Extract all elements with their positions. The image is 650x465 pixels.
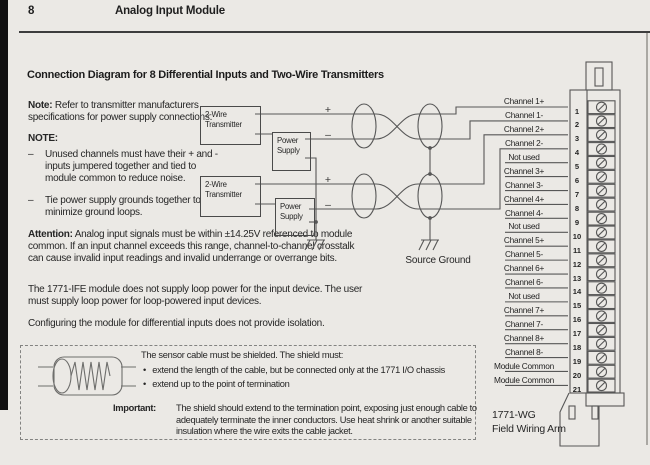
bullet-glyph: • <box>143 365 146 375</box>
terminal-number: 2 <box>574 120 580 130</box>
arm-label-line2: Field Wiring Arm <box>492 422 566 435</box>
terminal-label: Channel 5+ <box>503 235 545 246</box>
dash-marker: – <box>28 149 34 160</box>
terminal-label: Channel 3- <box>504 179 544 190</box>
terminal-label: Channel 5- <box>504 249 544 260</box>
terminal-label: Channel 3+ <box>503 165 545 176</box>
terminal-label: Not used <box>508 151 540 162</box>
terminal-number: 15 <box>572 301 582 311</box>
transmitter-2-box: 2-Wire Transmitter <box>200 176 261 217</box>
terminal-number: 1 <box>574 106 580 116</box>
terminal-number: 14 <box>572 287 582 297</box>
ground-symbol <box>305 240 325 250</box>
terminal-number: 10 <box>572 231 582 241</box>
bullet-text: Unused channels must have their + and - inputs jumpered together and tied to module common to reduce noise. <box>45 149 218 184</box>
bullet-glyph: • <box>143 379 146 389</box>
source-ground-label: Source Ground <box>405 255 471 266</box>
terminal-number: 19 <box>572 357 582 367</box>
dash-marker: – <box>28 195 34 206</box>
terminal-label: Channel 6- <box>504 277 544 288</box>
terminal-label: Channel 6+ <box>503 263 545 274</box>
terminal-number: 21 <box>572 384 582 394</box>
plus-sign-1: + <box>324 104 332 116</box>
notes-heading: NOTE: <box>28 133 58 144</box>
junction-dots <box>314 146 432 224</box>
terminal-label: Not used <box>508 221 540 232</box>
terminal-number: 9 <box>574 217 580 227</box>
terminal-number: 16 <box>572 315 582 325</box>
shield-bullet: • extend the length of the cable, but be connected only at the 1771 I/O chassis <box>143 365 445 375</box>
arm-label-line1: 1771-WG <box>492 409 536 421</box>
plus-sign-2: + <box>324 174 332 186</box>
minus-sign-2: – <box>325 199 331 211</box>
terminal-label: Channel 2+ <box>503 124 545 135</box>
terminal-label: Channel 4+ <box>503 193 545 204</box>
important-label: Important: <box>113 403 156 413</box>
terminal-label: Channel 8+ <box>503 332 545 343</box>
loop-power-paragraph: The 1771-IFE module does not supply loop power for the input device. The user must supply loop power for loop-powered input devices. <box>28 284 363 307</box>
source-ground-symbol <box>419 240 439 250</box>
terminal-number: 20 <box>572 370 582 380</box>
terminal-number: 13 <box>572 273 582 283</box>
terminal-number: 6 <box>574 176 580 186</box>
important-paragraph: The shield should extend to the termination point, exposing just enough cable to adequately terminate the inner conductors. Use heat shrink or another suitable insulation where the wire exits the cable jacket. <box>176 403 477 436</box>
power-supply-1-box: Power Supply <box>272 132 311 171</box>
section-title: Connection Diagram for 8 Differential Inputs and Two-Wire Transmitters <box>27 69 384 81</box>
page-number: 8 <box>28 5 35 17</box>
terminal-number: 4 <box>574 148 580 158</box>
shield-bullet: • extend up to the point of termination <box>143 379 290 389</box>
terminal-label: Module Common <box>494 360 554 371</box>
terminal-label: Channel 1- <box>504 110 544 121</box>
terminal-number: 7 <box>574 190 580 200</box>
attention-text: Analog input signals must be within ±14.25V referenced to module common. If an input channel exceeds this range, channel-to-channel crosstalk can cause invalid input readings and invalid underrange or overrange bits. <box>28 229 355 264</box>
terminal-number: 5 <box>574 162 580 172</box>
terminal-number: 3 <box>574 134 580 144</box>
field-wiring-arm-label <box>492 409 566 436</box>
terminal-number: 18 <box>572 343 582 353</box>
minus-sign-1: – <box>325 129 331 141</box>
bullet-text: Tie power supply grounds together to minimize ground loops. <box>45 195 201 218</box>
terminal-label: Channel 2- <box>504 137 544 148</box>
terminal-number: 12 <box>572 259 582 269</box>
note-text: Refer to transmitter manufacturers specifications for power supply connections. <box>28 100 213 123</box>
shield-note-box <box>20 345 476 440</box>
terminal-number: 8 <box>574 203 580 213</box>
terminal-label: Channel 7- <box>504 318 544 329</box>
header-title: Analog Input Module <box>115 5 225 17</box>
terminal-label: Channel 8- <box>504 346 544 357</box>
terminal-label: Module Common <box>494 374 554 385</box>
note-label: Note: <box>28 100 53 111</box>
terminal-number: 17 <box>572 329 582 339</box>
terminal-label: Not used <box>508 291 540 302</box>
terminal-label: Channel 7+ <box>503 305 545 315</box>
power-supply-2-box: Power Supply <box>275 198 315 236</box>
terminal-label: Channel 4- <box>504 207 544 218</box>
attention-label: Attention: <box>28 229 73 240</box>
configuring-paragraph: Configuring the module for differential inputs does not provide isolation. <box>28 318 325 329</box>
terminal-label: Channel 1+ <box>503 96 545 107</box>
shield-intro: The sensor cable must be shielded. The shield must: <box>141 350 344 360</box>
transmitter-1-box: 2-Wire Transmitter <box>200 106 261 145</box>
terminal-number: 11 <box>572 245 582 255</box>
